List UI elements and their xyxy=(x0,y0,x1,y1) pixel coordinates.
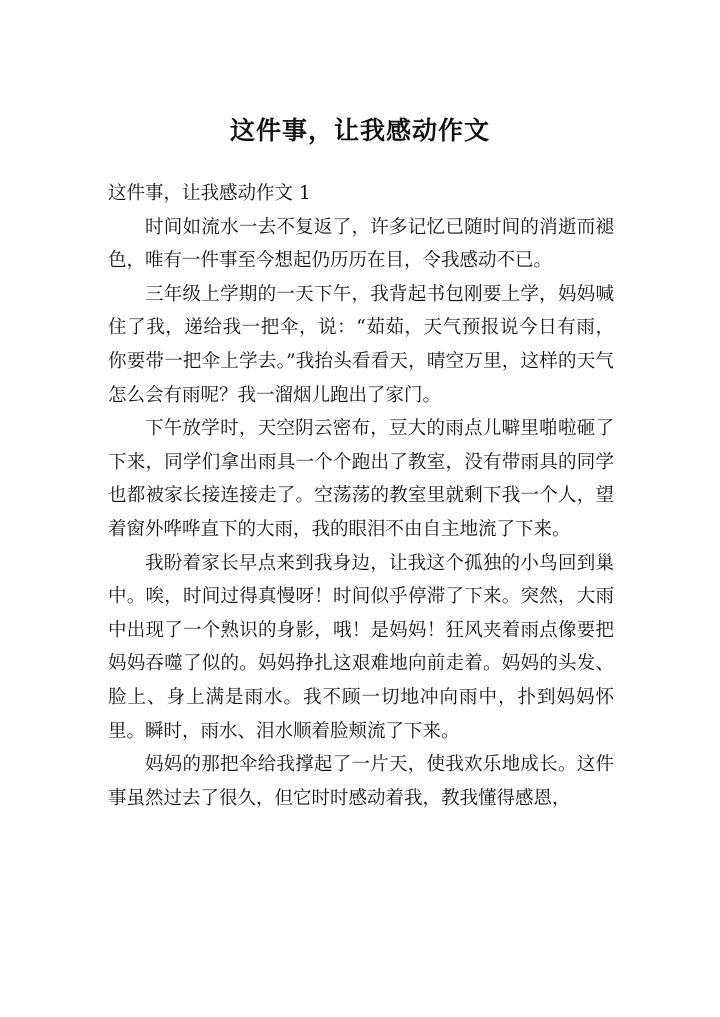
paragraph-2: 三年级上学期的一天下午，我背起书包刚要上学，妈妈喊住了我，递给我一把伞，说：“茹茹，天气预报说今日有雨，你要带一把伞上学去。”我抬头看看天，晴空万里，这样的天气怎么会有雨呢？我一溜烟儿跑出了家门。 xyxy=(108,283,614,406)
paragraph-3: 下午放学时，天空阴云密布，豆大的雨点儿噼里啪啦砸了下来，同学们拿出雨具一个个跑出了教室，没有带雨具的同学也都被家长接连接走了。空荡荡的教室里就剩下我一个人，望着窗外哗哗直下的大雨，我的眼泪不由自主地流了下来。 xyxy=(108,418,614,540)
paragraph-5: 妈妈的那把伞给我撑起了一片天，使我欢乐地成长。这件事虽然过去了很久，但它时时感动着我，教我懂得感恩， xyxy=(108,754,614,809)
paragraph-1: 时间如流水一去不复返了，许多记忆已随时间的消逝而褪色，唯有一件事至今想起仍历历在目，令我感动不已。 xyxy=(108,216,614,272)
document-title: 这件事，让我感动作文 xyxy=(229,116,490,145)
document-body xyxy=(108,177,614,815)
paragraph-4: 我盼着家长早点来到我身边，让我这个孤独的小鸟回到巢中。唉，时间过得真慢呀！时间似乎停滞了下来。突然，大雨中出现了一个熟识的身影，哦！是妈妈！狂风夹着雨点像要把妈妈吞噬了似的。妈妈挣扎这艰难地向前走着。妈妈的头发、脸上、身上满是雨水。我不顾一切地冲向雨中，扑到妈妈怀里。瞬时，雨水、泪水顺着脸颊流了下来。 xyxy=(108,552,614,742)
essay-heading: 这件事，让我感动作文 1 xyxy=(108,183,311,204)
